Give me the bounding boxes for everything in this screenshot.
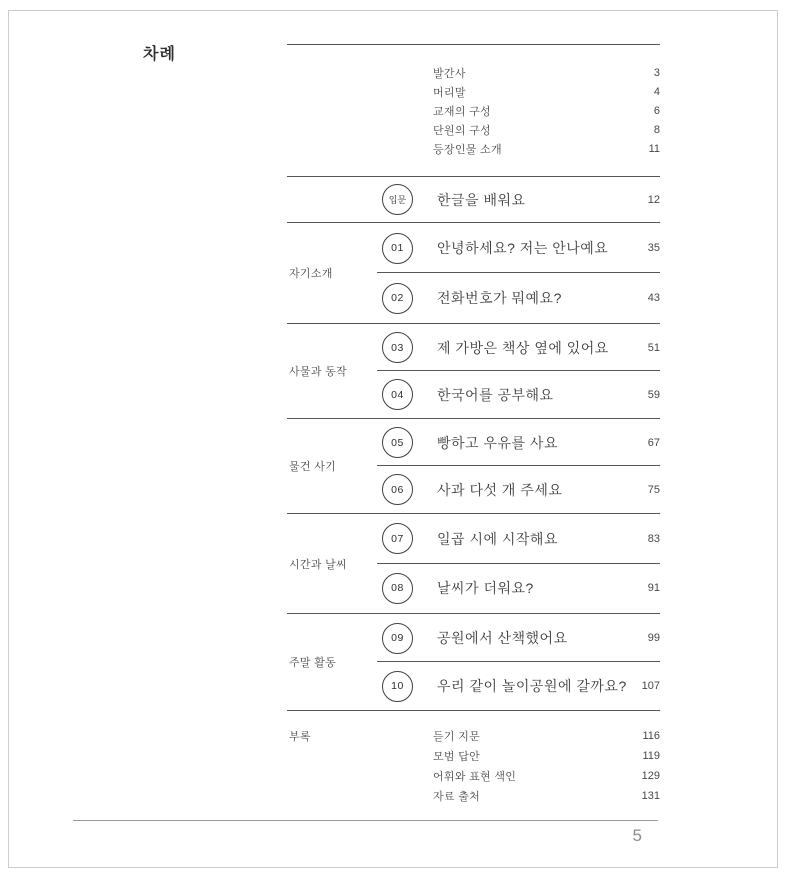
unit-badge: 01 [382,233,413,264]
unit-title: 사과 다섯 개 주세요 [437,481,563,498]
unit-page: 12 [647,193,660,206]
unit-page: 59 [647,388,660,401]
front-matter-block [287,44,660,176]
unit-row [287,223,660,273]
unit-title: 전화번호가 뭐예요? [437,290,562,306]
unit-badge: 10 [382,671,413,702]
unit-row [287,466,660,513]
unit-title: 일곱 시에 시작해요 [437,530,558,547]
unit-row [287,614,660,662]
unit-badge: 04 [382,379,413,410]
unit-title: 제 가방은 책상 옆에 있어요 [437,339,609,356]
unit-title: 빵하고 우유를 사요 [437,434,558,451]
unit-title: 안녕하세요? 저는 안나예요 [437,240,609,256]
unit-row [287,324,660,371]
front-matter-label: 발간사 [433,67,466,80]
front-matter-page: 11 [648,142,660,155]
unit-page: 43 [647,292,660,304]
unit-row [287,273,660,323]
unit-page: 35 [647,242,660,254]
front-matter-page: 6 [653,104,660,117]
unit-badge: 입문 [382,184,413,215]
unit-title: 한국어를 공부해요 [437,386,554,403]
appendix-item-page: 131 [641,790,660,802]
unit-title: 우리 같이 놀이공원에 갈까요? [437,678,627,694]
unit-page: 75 [647,483,660,496]
unit-row [287,419,660,466]
unit-row [287,564,660,614]
unit-badge: 08 [382,573,413,604]
front-matter-row [287,82,660,101]
appendix-item-label: 듣기 지문 [433,731,481,743]
footer-rule [73,820,658,821]
toc [287,44,660,818]
unit-row [287,371,660,418]
section-label: 물건 사기 [289,461,337,473]
front-matter-label: 교재의 구성 [433,105,491,118]
section-label: 사물과 동작 [289,366,347,378]
appendix-item-label: 모범 답안 [433,751,481,763]
front-matter-row [287,120,660,139]
section-block [287,513,660,613]
unit-row [287,662,660,710]
unit-page: 67 [647,436,660,449]
unit-page: 51 [647,341,660,354]
unit-page: 83 [647,532,660,545]
unit-page: 107 [641,680,660,692]
unit-badge: 03 [382,332,413,363]
front-matter-label: 등장인물 소개 [433,143,502,156]
appendix-item-page: 129 [641,770,660,782]
section-block [287,323,660,418]
unit-badge: 06 [382,474,413,505]
front-matter-label: 머리말 [433,86,466,99]
unit-page: 99 [647,632,660,644]
intro-section [287,176,660,222]
appendix-label: 부록 [289,731,311,743]
unit-row [287,514,660,564]
front-matter-page: 4 [653,85,660,98]
appendix-row [287,786,660,806]
section-label: 시간과 날씨 [289,558,347,571]
front-matter-label: 단원의 구성 [433,124,491,137]
intro-unit-row [287,177,660,222]
appendix-row [287,746,660,766]
appendix-item-label: 자료 출처 [433,791,481,803]
unit-badge: 09 [382,623,413,654]
unit-title: 한글을 배워요 [437,191,526,208]
appendix-row [287,726,660,746]
section-block [287,613,660,710]
section-label: 주말 활동 [289,657,337,669]
appendix-block [287,710,660,818]
unit-badge: 02 [382,283,413,314]
appendix-item-page: 119 [642,750,660,762]
unit-title: 날씨가 더워요? [437,580,534,597]
section-block [287,222,660,323]
unit-badge: 07 [382,523,413,554]
folio-page-number: 5 [632,826,642,845]
appendix-row [287,766,660,786]
front-matter-row [287,139,660,158]
section-block [287,418,660,513]
unit-title: 공원에서 산책했어요 [437,630,568,646]
unit-page: 91 [647,582,660,595]
front-matter-row [287,63,660,82]
page-title: 차례 [143,46,176,63]
unit-badge: 05 [382,427,413,458]
section-label: 자기소개 [289,268,333,280]
front-matter-page: 8 [653,123,660,136]
appendix-item-page: 116 [642,730,660,742]
appendix-item-label: 어휘와 표현 색인 [433,771,517,783]
front-matter-page: 3 [653,66,660,79]
front-matter-row [287,101,660,120]
